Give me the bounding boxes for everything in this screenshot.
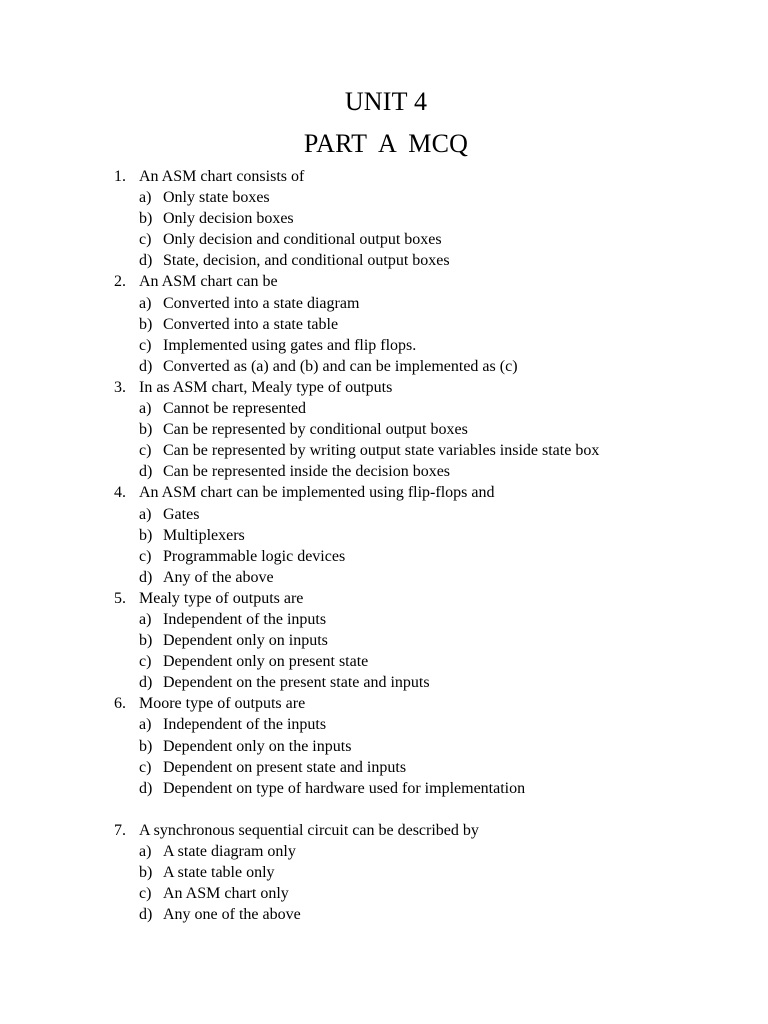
question-list (0, 166, 768, 925)
answer-option (0, 630, 768, 651)
part-title: PART A MCQ (303, 129, 469, 158)
answer-option (0, 904, 768, 925)
answer-option (0, 778, 768, 799)
question-text: Mealy type of outputs are (139, 589, 304, 607)
option-letter: a) (139, 610, 152, 628)
question-stem (0, 166, 768, 187)
question-text: In as ASM chart, Mealy type of outputs (139, 378, 393, 396)
option-letter: d) (139, 252, 153, 270)
option-text: Cannot be represented (163, 400, 307, 418)
answer-option (0, 229, 768, 250)
answer-option (0, 757, 768, 778)
option-letter: d) (139, 906, 153, 924)
option-text: Any of the above (163, 568, 274, 586)
option-letter: a) (139, 400, 152, 418)
answer-option (0, 504, 768, 525)
option-letter: a) (139, 505, 152, 523)
option-text: Converted as (a) and (b) and can be implemented as (c) (163, 357, 518, 375)
answer-option (0, 525, 768, 546)
question-number: 1. (114, 168, 126, 185)
question-number: 2. (114, 273, 126, 291)
option-text: Dependent only on inputs (163, 632, 328, 650)
question-text: A synchronous sequential circuit can be described by (139, 821, 479, 839)
option-text: Multiplexers (163, 526, 245, 544)
question-stem (0, 820, 768, 841)
question-item (0, 482, 768, 587)
question-item (0, 588, 768, 693)
option-text: Independent of the inputs (163, 610, 327, 628)
answer-option (0, 335, 768, 356)
option-letter: c) (139, 336, 152, 354)
option-letter: b) (139, 632, 153, 650)
answer-option (0, 356, 768, 377)
option-text: Dependent on the present state and inputs (163, 674, 430, 692)
answer-option (0, 672, 768, 693)
option-text: An ASM chart only (163, 885, 289, 903)
option-letter: c) (139, 653, 152, 671)
option-letter: b) (139, 421, 153, 439)
answer-option (0, 862, 768, 883)
answer-option (0, 883, 768, 904)
question-item (0, 271, 768, 376)
question-text: Moore type of outputs are (139, 695, 306, 713)
answer-option (0, 546, 768, 567)
option-text: Gates (163, 505, 200, 523)
option-letter: c) (139, 758, 152, 776)
question-number: 3. (114, 378, 126, 396)
option-letter: a) (139, 716, 152, 734)
answer-option (0, 419, 768, 440)
option-letter: c) (139, 231, 152, 249)
option-text: Any one of the above (163, 906, 301, 924)
question-item (0, 377, 768, 482)
question-text: An ASM chart can be implemented using flip-flops and (139, 484, 495, 502)
question-number: 4. (114, 484, 126, 502)
answer-option (0, 250, 768, 271)
option-letter: a) (139, 842, 152, 860)
option-text: Can be represented inside the decision boxes (163, 463, 451, 481)
answer-option (0, 567, 768, 588)
answer-option (0, 841, 768, 862)
option-text: Can be represented by writing output state variables inside state box (163, 442, 600, 460)
question-number: 7. (114, 821, 126, 839)
answer-option (0, 736, 768, 757)
question-number: 5. (114, 589, 126, 607)
option-text: Only decision boxes (163, 210, 294, 228)
option-text: Programmable logic devices (163, 547, 346, 565)
answer-option (0, 187, 768, 208)
question-text: An ASM chart consists of (139, 168, 305, 185)
question-item (0, 820, 768, 925)
option-text: A state diagram only (163, 842, 296, 860)
option-text: Only decision and conditional output boxes (163, 231, 442, 249)
option-letter: c) (139, 885, 152, 903)
question-stem (0, 693, 768, 714)
question-stem (0, 271, 768, 292)
option-text: Dependent on type of hardware used for implementation (163, 779, 526, 797)
option-letter: b) (139, 315, 153, 333)
answer-option (0, 440, 768, 461)
option-list (0, 187, 768, 271)
option-text: Implemented using gates and flip flops. (163, 336, 417, 354)
option-letter: d) (139, 779, 153, 797)
option-letter: d) (139, 674, 153, 692)
answer-option (0, 314, 768, 335)
answer-option (0, 651, 768, 672)
option-letter: d) (139, 463, 153, 481)
option-letter: b) (139, 210, 153, 228)
question-stem (0, 588, 768, 609)
option-letter: c) (139, 442, 152, 460)
question-stem (0, 377, 768, 398)
answer-option (0, 609, 768, 630)
option-list (0, 398, 768, 482)
answer-option (0, 208, 768, 229)
option-text: Dependent only on the inputs (163, 737, 352, 755)
question-item (0, 693, 768, 798)
answer-option (0, 293, 768, 314)
unit-title: UNIT 4 (344, 87, 428, 116)
option-list (0, 841, 768, 925)
option-letter: d) (139, 357, 153, 375)
option-letter: b) (139, 737, 153, 755)
option-list (0, 293, 768, 377)
option-letter: d) (139, 568, 153, 586)
option-letter: b) (139, 864, 153, 881)
option-text: Converted into a state table (163, 315, 339, 333)
question-text: An ASM chart can be (139, 273, 278, 291)
question-stem (0, 482, 768, 503)
option-text: Dependent only on present state (163, 653, 369, 671)
option-letter: c) (139, 547, 152, 565)
option-letter: a) (139, 294, 152, 312)
option-list (0, 504, 768, 588)
option-list (0, 714, 768, 798)
question-number: 6. (114, 695, 126, 713)
option-text: Converted into a state diagram (163, 294, 360, 312)
option-list (0, 609, 768, 693)
option-text: Can be represented by conditional output boxes (163, 421, 468, 439)
option-text: Only state boxes (163, 189, 270, 207)
answer-option (0, 714, 768, 735)
option-text: State, decision, and conditional output boxes (163, 252, 450, 270)
option-text: Dependent on present state and inputs (163, 758, 407, 776)
option-text: A state table only (163, 864, 275, 881)
option-letter: a) (139, 189, 152, 207)
answer-option (0, 398, 768, 419)
question-item (0, 166, 768, 271)
option-text: Independent of the inputs (163, 716, 327, 734)
option-letter: b) (139, 526, 153, 544)
answer-option (0, 461, 768, 482)
